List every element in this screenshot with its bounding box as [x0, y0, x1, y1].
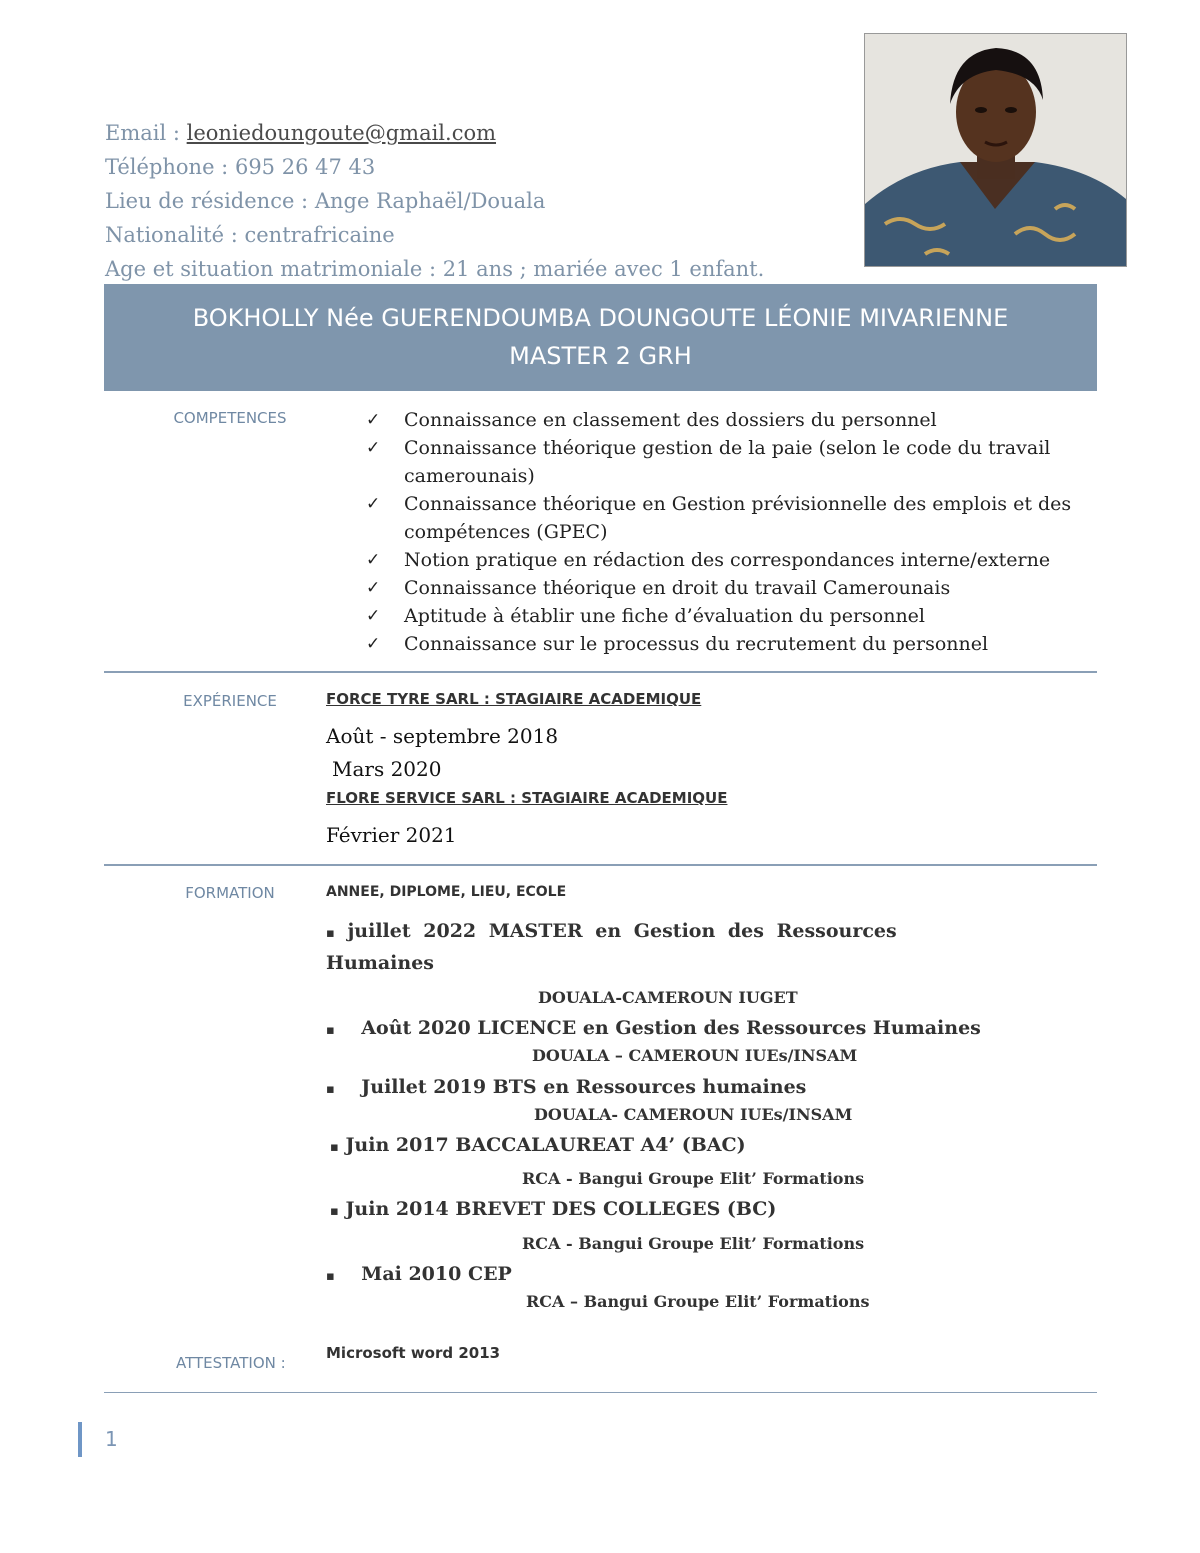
job-end-date: Février 2021: [326, 823, 457, 847]
residence-label: Lieu de résidence :: [105, 189, 309, 213]
education-place: DOUALA – CAMEROUN IUEs/INSAM: [532, 1046, 858, 1065]
phone-value: 695 26 47 43: [234, 155, 376, 179]
experience-label: EXPÉRIENCE: [183, 692, 277, 710]
age-row: [105, 252, 764, 286]
page-number: 1: [105, 1427, 118, 1451]
list-item: [366, 602, 1096, 630]
check-icon: ✓: [366, 438, 381, 458]
education-title: Juillet 2019 BTS en Ressources humaines: [361, 1076, 807, 1098]
competences-label: COMPETENCES: [173, 409, 287, 427]
section-divider: [104, 864, 1097, 866]
nationality-row: [105, 218, 764, 252]
education-title: juillet 2022 MASTER en Gestion des Ressources: [347, 920, 897, 942]
square-bullet-icon: ▪: [326, 926, 335, 941]
email-label: Email :: [105, 121, 180, 145]
square-bullet-icon: ▪: [326, 1082, 335, 1097]
check-icon: ✓: [366, 606, 381, 626]
competences-list: [366, 406, 1096, 658]
education-entry: [326, 1263, 512, 1285]
list-item: [366, 406, 1096, 434]
phone-row: [105, 150, 764, 184]
phone-label: Téléphone :: [105, 155, 229, 179]
square-bullet-icon: ▪: [326, 1023, 335, 1038]
attestation-value: Microsoft word 2013: [326, 1344, 501, 1362]
list-item: [366, 630, 1096, 658]
education-place: DOUALA-CAMEROUN IUGET: [538, 988, 798, 1007]
email-link[interactable]: leoniedoungoute@gmail.com: [186, 121, 497, 145]
competence-text: Connaissance sur le processus du recrutement du personnel: [404, 633, 989, 655]
education-place: DOUALA- CAMEROUN IUEs/INSAM: [534, 1105, 853, 1124]
square-bullet-icon: ▪: [326, 1269, 335, 1284]
formation-header: ANNEE, DIPLOME, LIEU, ECOLE: [326, 884, 567, 900]
contact-block: [105, 116, 764, 286]
competence-text: Aptitude à établir une fiche d’évaluation du personnel: [404, 605, 926, 627]
profile-photo: [864, 33, 1127, 267]
age-value: 21 ans ; mariée avec 1 enfant.: [442, 257, 765, 281]
job-title: FLORE SERVICE SARL : STAGIAIRE ACADEMIQUE: [326, 789, 728, 807]
page-marker: [78, 1422, 82, 1457]
education-entry: [326, 1017, 981, 1039]
residence-row: [105, 184, 764, 218]
competence-text: Connaissance théorique en droit du travail Camerounais: [404, 577, 951, 599]
check-icon: ✓: [366, 634, 381, 654]
check-icon: ✓: [366, 550, 381, 570]
competence-text: Notion pratique en rédaction des correspondances interne/externe: [404, 549, 1051, 571]
age-label: Age et situation matrimoniale :: [105, 257, 437, 281]
education-entry: [330, 1198, 776, 1220]
education-place: RCA - Bangui Groupe Elit’ Formations: [522, 1234, 865, 1253]
email-row: [105, 116, 764, 150]
list-item: [366, 546, 1096, 574]
check-icon: ✓: [366, 410, 381, 430]
attestation-label: ATTESTATION :: [176, 1354, 286, 1372]
full-name: BOKHOLLY Née GUERENDOUMBA DOUNGOUTE LÉONIE MIVARIENNE: [192, 304, 1009, 332]
list-item: [366, 574, 1096, 602]
nationality-value: centrafricaine: [244, 223, 395, 247]
formation-label: FORMATION: [185, 884, 275, 902]
check-icon: ✓: [366, 494, 381, 514]
education-entry: [326, 920, 897, 942]
list-item: [366, 434, 1096, 490]
education-title: Août 2020 LICENCE en Gestion des Ressources Humaines: [361, 1017, 981, 1039]
header-banner: [104, 284, 1097, 391]
job-title: FORCE TYRE SARL : STAGIAIRE ACADEMIQUE: [326, 690, 702, 708]
section-divider: [104, 671, 1097, 673]
job-dates: Août - septembre 2018: [326, 724, 559, 748]
section-divider: [104, 1392, 1097, 1393]
check-icon: ✓: [366, 578, 381, 598]
education-title-cont: Humaines: [326, 952, 434, 974]
job-start-date: Mars 2020: [332, 757, 442, 781]
degree-title: MASTER 2 GRH: [509, 342, 692, 370]
education-title: Juin 2017 BACCALAUREAT A4’ (BAC): [345, 1134, 746, 1156]
education-title: Mai 2010 CEP: [361, 1263, 512, 1285]
competence-text: Connaissance théorique en Gestion prévisionnelle des emplois et des compétences (GPEC): [404, 493, 1072, 543]
nationality-label: Nationalité :: [105, 223, 238, 247]
square-bullet-icon: ▪: [330, 1204, 339, 1219]
residence-value: Ange Raphaël/Douala: [314, 189, 546, 213]
square-bullet-icon: ▪: [330, 1140, 339, 1155]
education-place: RCA - Bangui Groupe Elit’ Formations: [522, 1169, 865, 1188]
education-title: Juin 2014 BREVET DES COLLEGES (BC): [345, 1198, 777, 1220]
portrait-illustration: [865, 34, 1126, 266]
competence-text: Connaissance en classement des dossiers du personnel: [404, 409, 937, 431]
education-entry: [330, 1134, 746, 1156]
competence-text: Connaissance théorique gestion de la paie (selon le code du travail camerounais): [404, 437, 1051, 487]
education-place: RCA – Bangui Groupe Elit’ Formations: [526, 1292, 870, 1311]
education-entry: [326, 1076, 806, 1098]
list-item: [366, 490, 1096, 546]
